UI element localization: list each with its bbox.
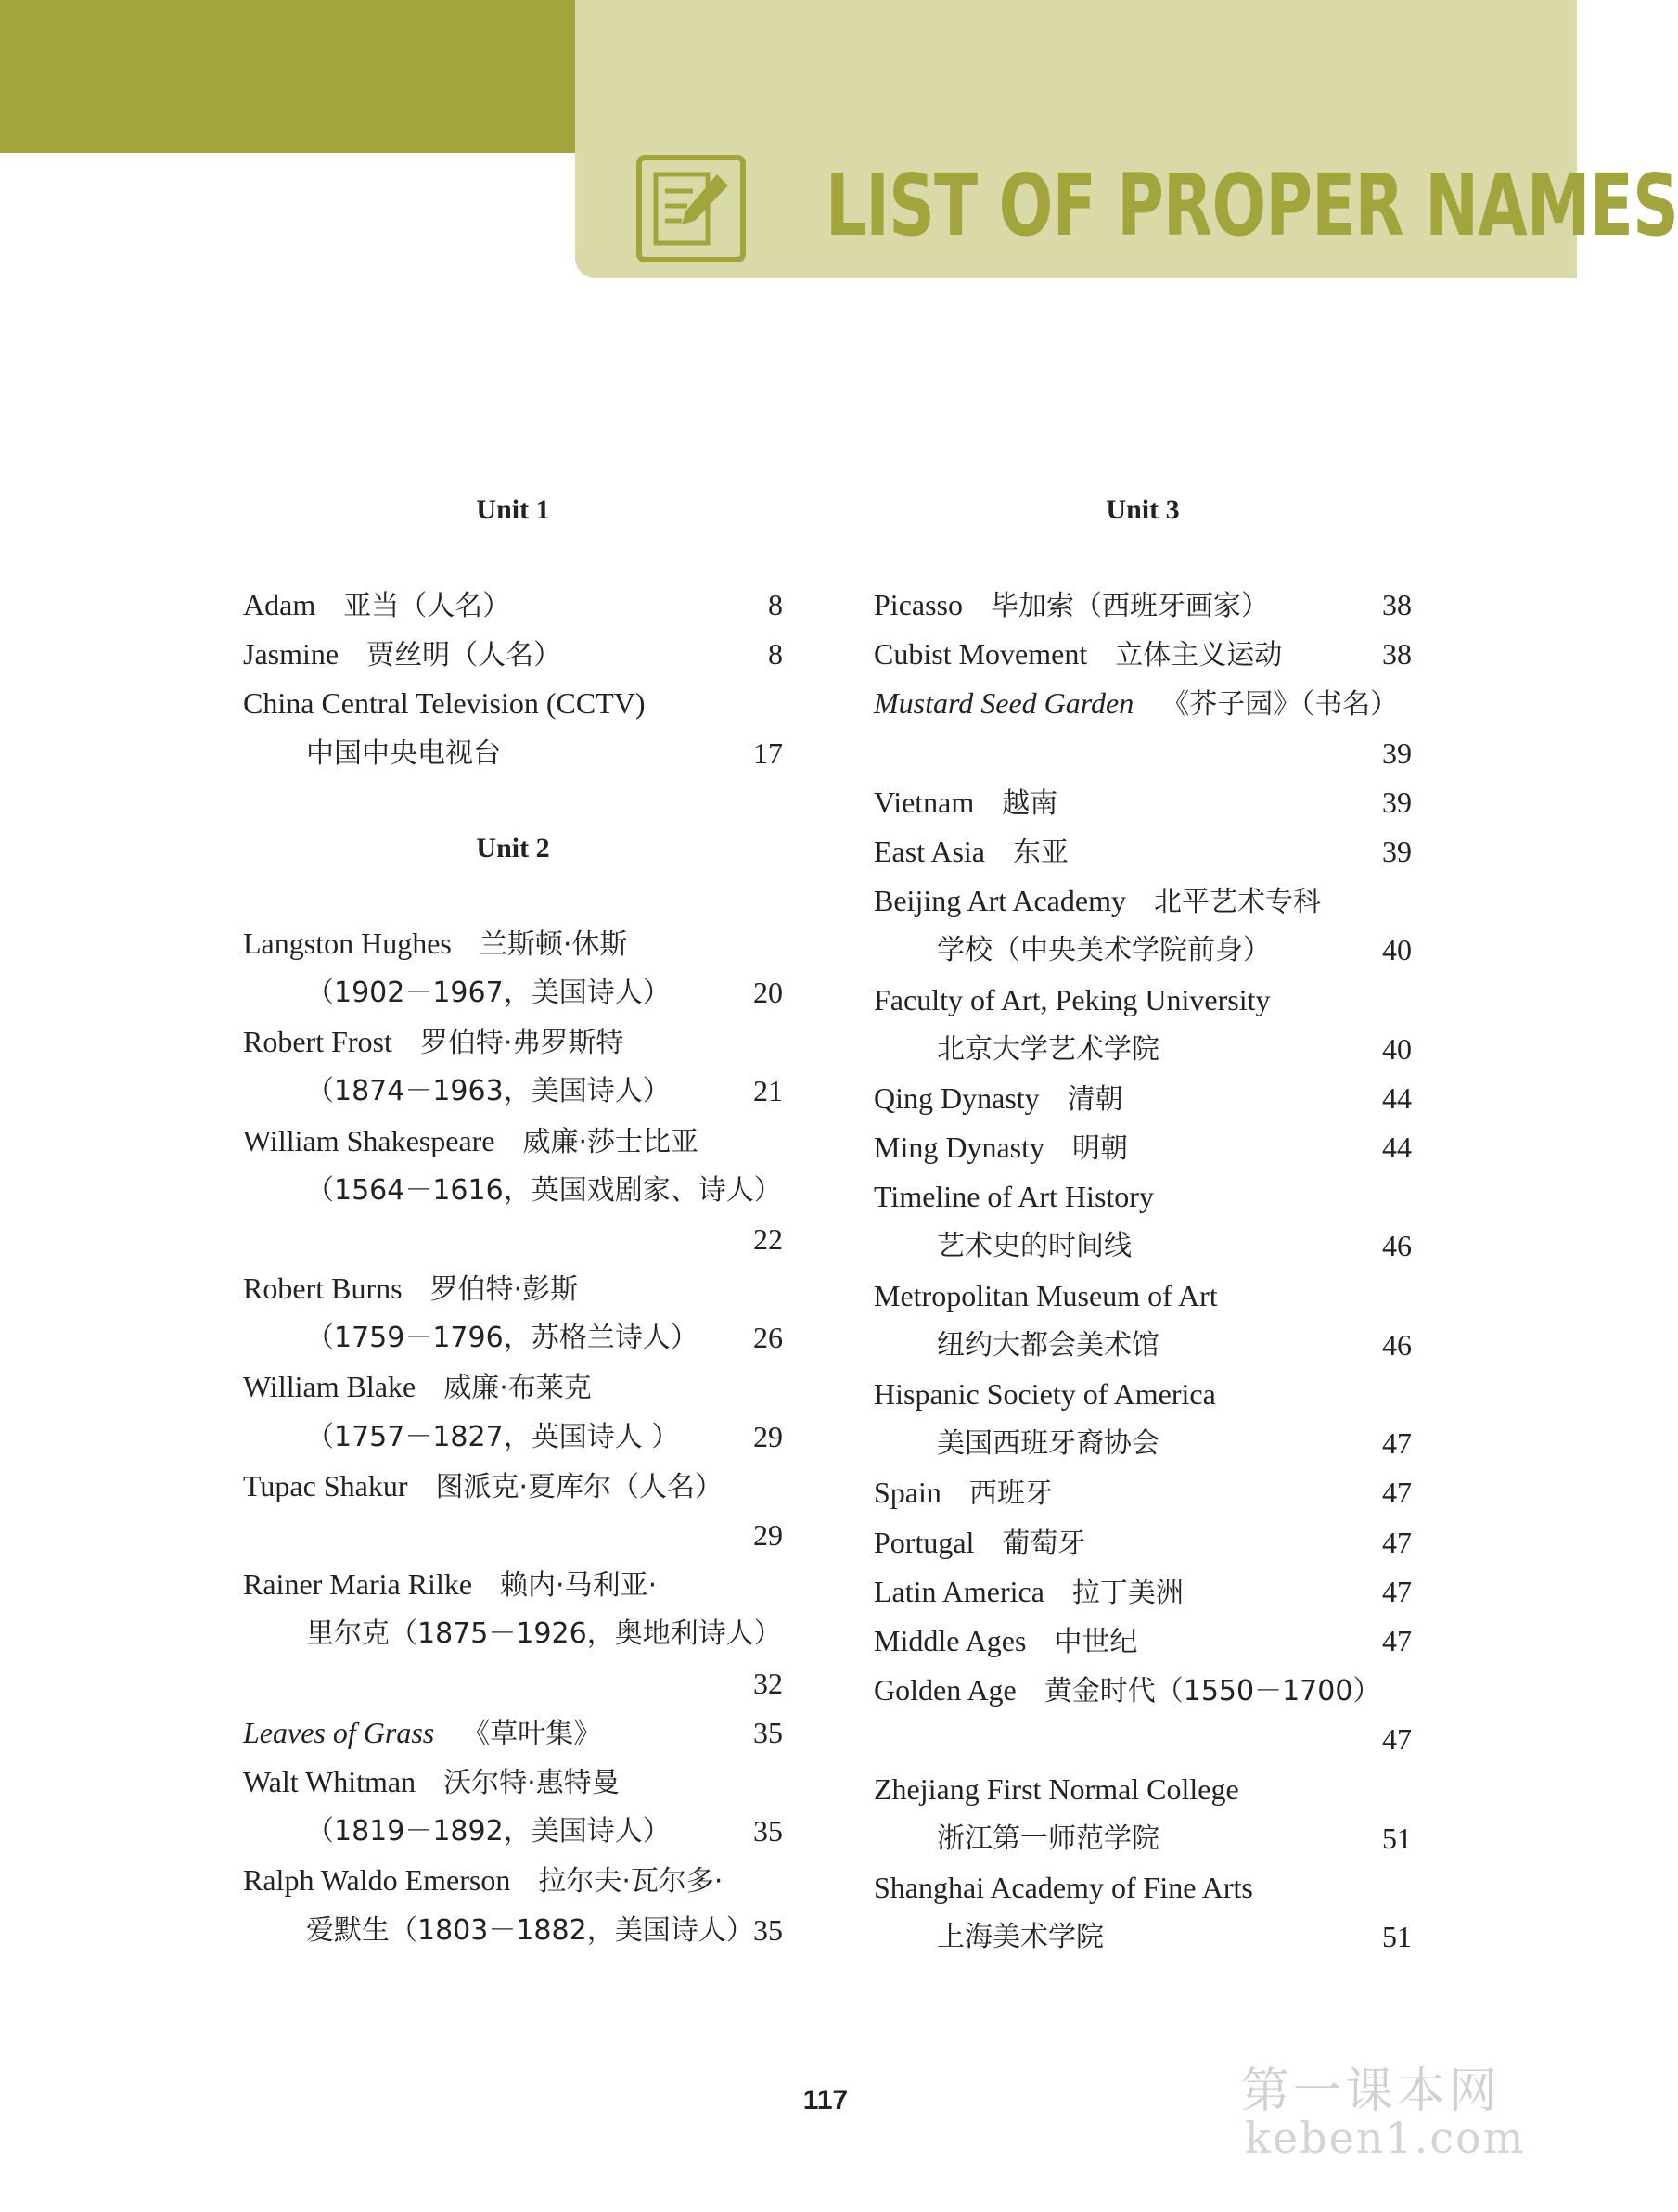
entry-english: William Blake <box>243 1370 416 1404</box>
entry-line <box>874 1715 1412 1764</box>
entry-page: 51 <box>1382 1920 1412 1954</box>
entry-line <box>243 1856 783 1905</box>
entry-page: 39 <box>1382 834 1412 868</box>
entry-english: Faculty of Art, Peking University <box>874 982 1271 1016</box>
entry-line <box>243 1462 783 1511</box>
entry-continuation: 纽约大都会美术馆 <box>937 1328 1159 1362</box>
entry-line <box>243 1117 783 1166</box>
entry-chinese: 威廉·莎士比亚 <box>522 1125 699 1158</box>
unit-heading: Unit 3 <box>1106 494 1180 525</box>
entry-chinese: 沃尔特·惠特曼 <box>443 1766 620 1799</box>
entry-continuation <box>874 737 937 770</box>
entry-line <box>874 1518 1412 1567</box>
entry-chinese: 明朝 <box>1072 1132 1128 1166</box>
entry-page: 38 <box>1382 588 1412 621</box>
header-band-dark <box>0 0 575 153</box>
entry-english: Ralph Waldo Emerson <box>243 1863 511 1898</box>
entry-english: Middle Ages <box>874 1623 1027 1657</box>
entry-page: 21 <box>753 1074 783 1108</box>
entry-line <box>874 630 1412 679</box>
entry-line <box>874 926 1412 975</box>
unit-gap <box>874 538 1412 581</box>
unit-heading: Unit 2 <box>476 832 550 863</box>
entry-continuation: （1819－1892，美国诗人） <box>306 1815 671 1848</box>
entry-continuation: 北京大学艺术学院 <box>937 1032 1159 1066</box>
entry-continuation: （1564－1616，英国戏剧家、诗人） <box>306 1173 782 1207</box>
entry-chinese: 《草叶集》 <box>462 1717 602 1750</box>
entry-page: 17 <box>753 735 783 770</box>
entry-chinese: 葡萄牙 <box>1002 1527 1086 1560</box>
entry-continuation: 美国西班牙裔协会 <box>937 1427 1159 1461</box>
entry-line <box>243 1511 783 1560</box>
entry-line <box>243 1609 783 1658</box>
entry-chinese: 北平艺术专科 <box>1153 886 1321 919</box>
entry-english: Timeline of Art History <box>874 1180 1154 1214</box>
entry-line <box>874 1814 1412 1863</box>
entry-english: Robert Frost <box>243 1025 392 1059</box>
entry-continuation: 学校（中央美术学院前身） <box>937 934 1271 967</box>
entry-page: 40 <box>1382 1031 1412 1066</box>
entry-chinese: 越南 <box>1002 786 1058 820</box>
entry-line <box>874 827 1412 876</box>
entry-chinese: 赖内·马利亚· <box>500 1569 658 1603</box>
entry-chinese: 贾丝明（人名） <box>366 639 562 672</box>
entry-line <box>874 1666 1412 1715</box>
entry-chinese: 清朝 <box>1067 1082 1123 1116</box>
entry-english: East Asia <box>874 834 985 868</box>
entry-english: Leaves of Grass <box>243 1715 435 1749</box>
entry-chinese: 兰斯顿·休斯 <box>479 927 628 961</box>
entry-page: 26 <box>753 1321 783 1355</box>
entry-continuation <box>243 1668 306 1700</box>
entry-line <box>243 1313 783 1362</box>
entry-page: 35 <box>753 1715 783 1749</box>
entry-continuation <box>243 1519 306 1552</box>
entry-chinese: 西班牙 <box>968 1477 1053 1511</box>
entry-chinese: 立体主义运动 <box>1115 639 1283 672</box>
entry-english: Tupac Shakur <box>243 1468 408 1502</box>
entry-english: China Central Television (CCTV) <box>243 686 646 721</box>
entry-line <box>874 1765 1412 1814</box>
entry-english: William Shakespeare <box>243 1123 495 1157</box>
entry-line <box>243 1560 783 1609</box>
entry-continuation: 艺术史的时间线 <box>937 1230 1132 1263</box>
entry-line <box>243 1067 783 1116</box>
entry-chinese: 亚当（人名） <box>343 590 511 622</box>
entry-line <box>874 1025 1412 1074</box>
entry-line <box>243 1362 783 1412</box>
entry-page: 46 <box>1382 1229 1412 1263</box>
entry-line <box>874 1172 1412 1221</box>
entry-english: Metropolitan Museum of Art <box>874 1278 1218 1312</box>
entry-page: 47 <box>1382 1525 1412 1559</box>
entry-english: Picasso <box>874 588 963 621</box>
entry-line <box>874 876 1412 926</box>
entry-line <box>874 778 1412 827</box>
unit-gap <box>243 538 783 581</box>
entry-english: Mustard Seed Garden <box>874 686 1134 721</box>
entry-line <box>243 1215 783 1264</box>
entry-continuation <box>874 1723 937 1756</box>
entry-line <box>243 581 783 630</box>
entry-continuation <box>243 1223 306 1256</box>
entry-page: 38 <box>1382 637 1412 671</box>
page-number: 117 <box>802 2085 849 2116</box>
entry-page: 29 <box>753 1518 783 1552</box>
entry-page: 39 <box>1382 785 1412 819</box>
entry-english: Qing Dynasty <box>874 1080 1040 1115</box>
entry-chinese: 威廉·布莱克 <box>443 1372 592 1405</box>
unit-gap <box>243 876 783 919</box>
entry-page: 20 <box>753 975 783 1009</box>
entry-line <box>874 1221 1412 1271</box>
entry-english: Jasmine <box>243 637 339 671</box>
entry-page: 8 <box>768 588 783 621</box>
entry-page: 47 <box>1382 1426 1412 1461</box>
right-column <box>874 482 1412 1962</box>
entry-line <box>874 1617 1412 1666</box>
left-column <box>243 482 783 1955</box>
entry-page: 35 <box>753 1912 783 1947</box>
entry-line <box>243 1758 783 1807</box>
entry-line <box>874 729 1412 778</box>
entry-line <box>874 1074 1412 1123</box>
entry-chinese: 罗伯特·弗罗斯特 <box>419 1027 624 1060</box>
entry-english: Portugal <box>874 1525 975 1559</box>
entry-page: 51 <box>1382 1821 1412 1855</box>
watermark-en: keben1.com <box>1245 2113 1526 2163</box>
entry-line <box>874 1321 1412 1370</box>
entry-continuation: 上海美术学院 <box>937 1921 1104 1954</box>
entry-page: 47 <box>1382 1574 1412 1608</box>
entry-english: Robert Burns <box>243 1272 403 1306</box>
entry-line <box>874 679 1412 728</box>
entry-continuation: 里尔克（1875－1926，奥地利诗人） <box>306 1617 782 1651</box>
entry-english: Langston Hughes <box>243 926 452 960</box>
entry-english: Ming Dynasty <box>874 1131 1044 1165</box>
entry-line <box>874 581 1412 630</box>
edit-note-icon <box>635 154 747 263</box>
entry-english: Walt Whitman <box>243 1764 416 1798</box>
entry-chinese: 东亚 <box>1012 836 1069 869</box>
entry-line <box>243 919 783 968</box>
entry-page: 22 <box>753 1221 783 1256</box>
entry-continuation: 爱默生（1803－1882，美国诗人） <box>306 1913 754 1947</box>
entry-line <box>874 1468 1412 1517</box>
entry-line <box>243 1659 783 1708</box>
entry-continuation: 中国中央电视台 <box>306 736 501 770</box>
entry-line <box>243 1807 783 1856</box>
entry-english: Beijing Art Academy <box>874 884 1126 918</box>
entry-line <box>243 1017 783 1067</box>
entry-line <box>243 1413 783 1462</box>
entry-line <box>243 729 783 778</box>
entry-chinese: 罗伯特·彭斯 <box>429 1273 579 1307</box>
entry-continuation: （1757－1827，英国诗人 ） <box>306 1420 680 1453</box>
page-title: LIST OF PROPER NAMES <box>826 156 1678 255</box>
entry-english: Adam <box>243 588 316 621</box>
entry-continuation: （1759－1796，苏格兰诗人） <box>306 1322 698 1355</box>
entry-english: Vietnam <box>874 785 975 819</box>
entry-chinese: 黄金时代（1550－1700） <box>1044 1675 1381 1708</box>
entry-chinese: 图派克·夏库尔（人名） <box>435 1470 724 1503</box>
entry-line <box>243 1708 783 1758</box>
entry-line <box>243 1906 783 1955</box>
entry-page: 29 <box>753 1419 783 1453</box>
entry-page: 46 <box>1382 1327 1412 1362</box>
entry-line <box>243 679 783 728</box>
entry-english: Spain <box>874 1476 941 1510</box>
entry-continuation: （1874－1963，美国诗人） <box>306 1075 671 1108</box>
entry-chinese: 拉尔夫·瓦尔多· <box>538 1865 724 1899</box>
entry-line <box>874 1123 1412 1172</box>
entry-page: 47 <box>1382 1476 1412 1510</box>
entry-english: Zhejiang First Normal College <box>874 1771 1239 1806</box>
entry-page: 35 <box>753 1814 783 1848</box>
entry-line <box>874 1567 1412 1617</box>
unit-heading: Unit 1 <box>476 494 550 525</box>
entry-page: 44 <box>1382 1131 1412 1165</box>
entry-page: 8 <box>768 637 783 671</box>
entry-line <box>874 1863 1412 1912</box>
entry-line <box>874 1419 1412 1468</box>
entry-continuation: （1902－1967，美国诗人） <box>306 976 671 1009</box>
entry-page: 39 <box>1382 735 1412 770</box>
entry-line <box>874 1370 1412 1419</box>
entry-english: Cubist Movement <box>874 637 1088 671</box>
entry-line <box>874 1912 1412 1962</box>
entry-english: Hispanic Society of America <box>874 1377 1216 1411</box>
entry-page: 32 <box>753 1666 783 1700</box>
entry-line <box>874 976 1412 1025</box>
entry-english: Latin America <box>874 1574 1044 1608</box>
entry-line <box>874 1272 1412 1321</box>
entry-page: 44 <box>1382 1080 1412 1115</box>
watermark-cn: 第一课本网 <box>1241 2064 1502 2119</box>
entry-continuation: 浙江第一师范学院 <box>937 1822 1159 1855</box>
unit-gap <box>243 778 783 821</box>
entry-english: Golden Age <box>874 1673 1017 1707</box>
entry-line <box>243 1264 783 1313</box>
entry-page: 47 <box>1382 1623 1412 1657</box>
entry-chinese: 《芥子园》（书名） <box>1161 688 1399 722</box>
entry-chinese: 拉丁美洲 <box>1071 1576 1184 1609</box>
entry-page: 40 <box>1382 933 1412 967</box>
entry-english: Shanghai Academy of Fine Arts <box>874 1870 1253 1904</box>
entry-chinese: 毕加索（西班牙画家） <box>991 590 1269 622</box>
entry-chinese: 中世纪 <box>1054 1625 1138 1658</box>
entry-line <box>243 1166 783 1215</box>
entry-line <box>243 968 783 1017</box>
entry-page: 47 <box>1382 1722 1412 1757</box>
entry-english: Rainer Maria Rilke <box>243 1567 473 1602</box>
entry-line <box>243 630 783 679</box>
